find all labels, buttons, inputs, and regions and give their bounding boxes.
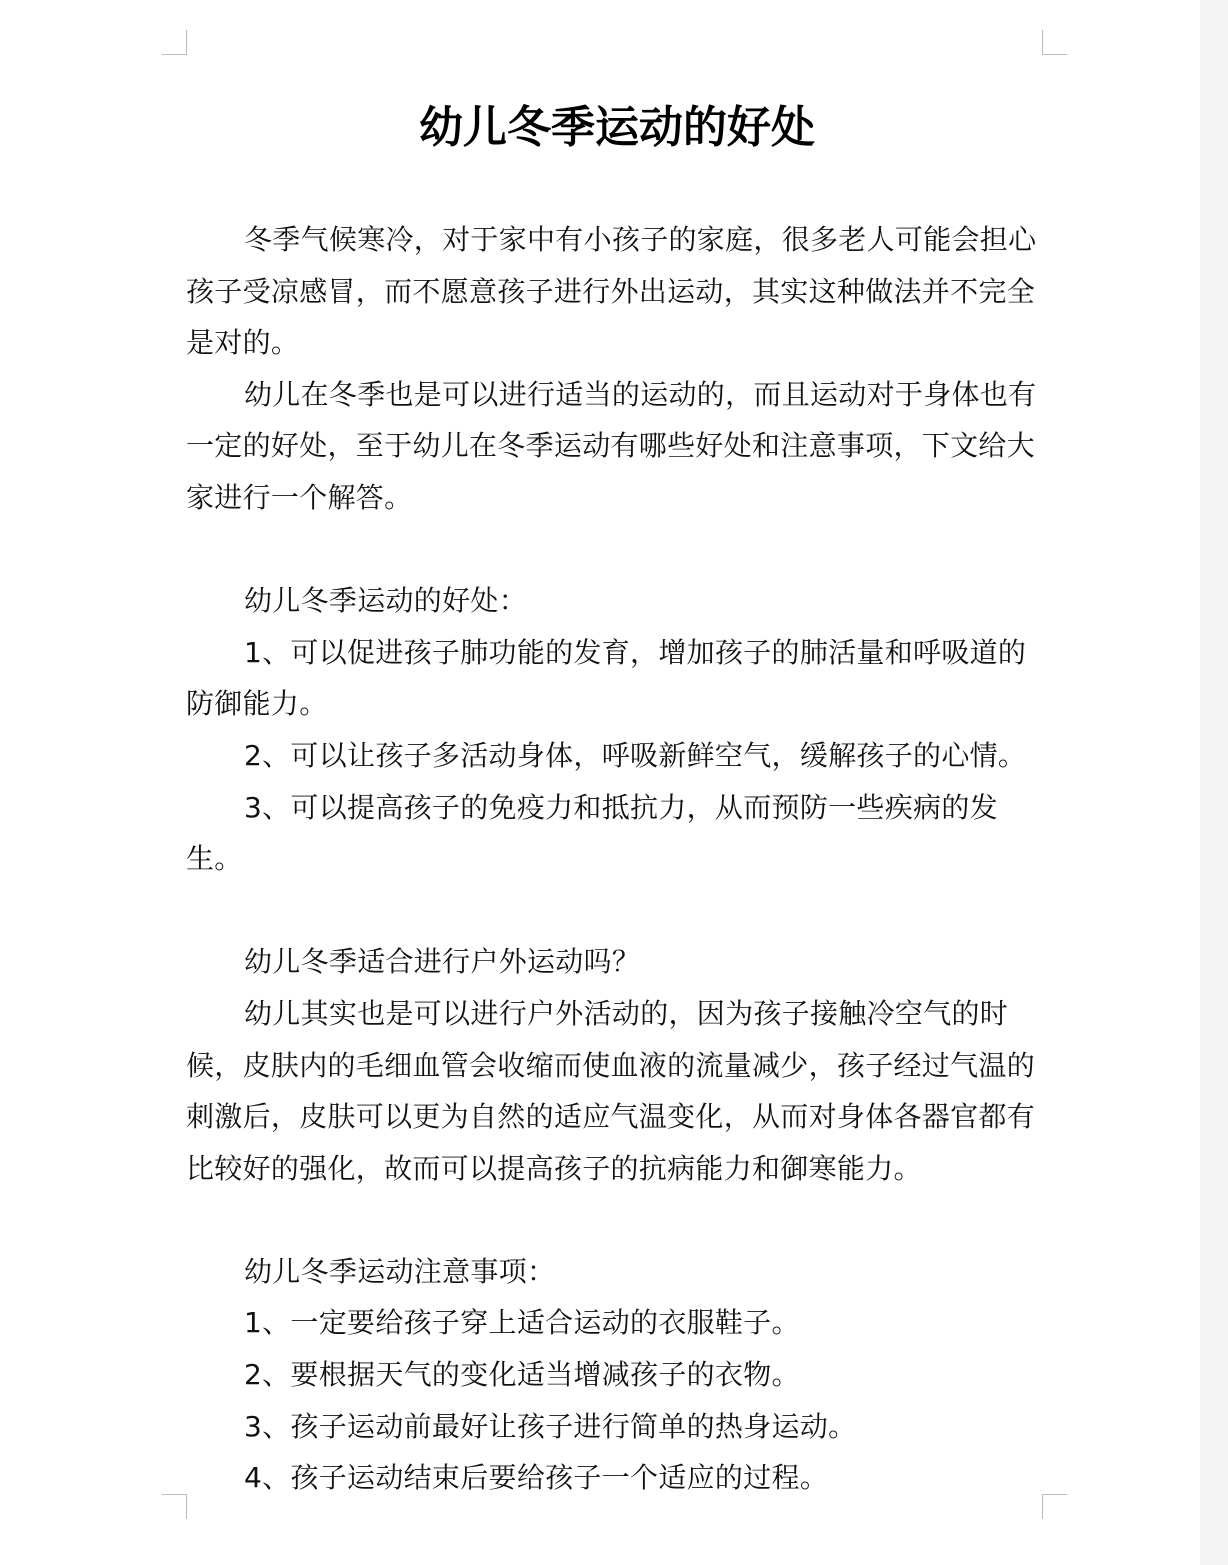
precaution-item-1: 1、一定要给孩子穿上适合运动的衣服鞋子。 [244,1306,800,1340]
precautions-heading: 幼儿冬季运动注意事项： [244,1254,556,1288]
precaution-item-3: 3、孩子运动前最好让孩子进行简单的热身运动。 [244,1409,857,1443]
benefit-item-3: 3、可以提高孩子的免疫力和抵抗力，从而预防一些疾病的发生。 [186,790,998,876]
document-title: 幼儿冬季运动的好处 [419,102,815,153]
document-body [186,214,1048,1504]
page-corner-mark-bottom-left [162,1494,187,1519]
benefit-item-1: 1、可以促进孩子肺功能的发育，增加孩子的肺活量和呼吸道的防御能力。 [186,635,1027,721]
precaution-item-4: 4、孩子运动结束后要给孩子一个适应的过程。 [244,1461,829,1495]
page-corner-mark-top-left [162,30,187,55]
benefits-heading: 幼儿冬季运动的好处： [244,584,528,618]
blank-line [186,1194,1048,1246]
blank-line [186,524,1048,576]
scrollbar-gutter[interactable] [1200,0,1228,1565]
outdoor-heading: 幼儿冬季适合进行户外运动吗？ [244,945,641,979]
outdoor-paragraph: 幼儿其实也是可以进行户外活动的，因为孩子接触冷空气的时候，皮肤内的毛细血管会收缩而使血液的流量减少，孩子经过气温的刺激后，皮肤可以更为自然的适应气温变化，从而对身体各器官都有比较好的强化，故而可以提高孩子的抗病能力和御寒能力。 [186,996,1036,1185]
precaution-item-2: 2、要根据天气的变化适当增减孩子的衣物。 [244,1358,800,1392]
page-corner-mark-top-right [1042,30,1067,55]
intro-paragraph-2: 幼儿在冬季也是可以进行适当的运动的，而且运动对于身体也有一定的好处，至于幼儿在冬季运动有哪些好处和注意事项，下文给大家进行一个解答。 [186,377,1037,514]
blank-line [186,885,1048,937]
benefit-item-2: 2、可以让孩子多活动身体，呼吸新鲜空气，缓解孩子的心情。 [244,738,1027,772]
intro-paragraph-1: 冬季气候寒冷，对于家中有小孩子的家庭，很多老人可能会担心孩子受凉感冒，而不愿意孩子进行外出运动，其实这种做法并不完全是对的。 [186,223,1037,360]
